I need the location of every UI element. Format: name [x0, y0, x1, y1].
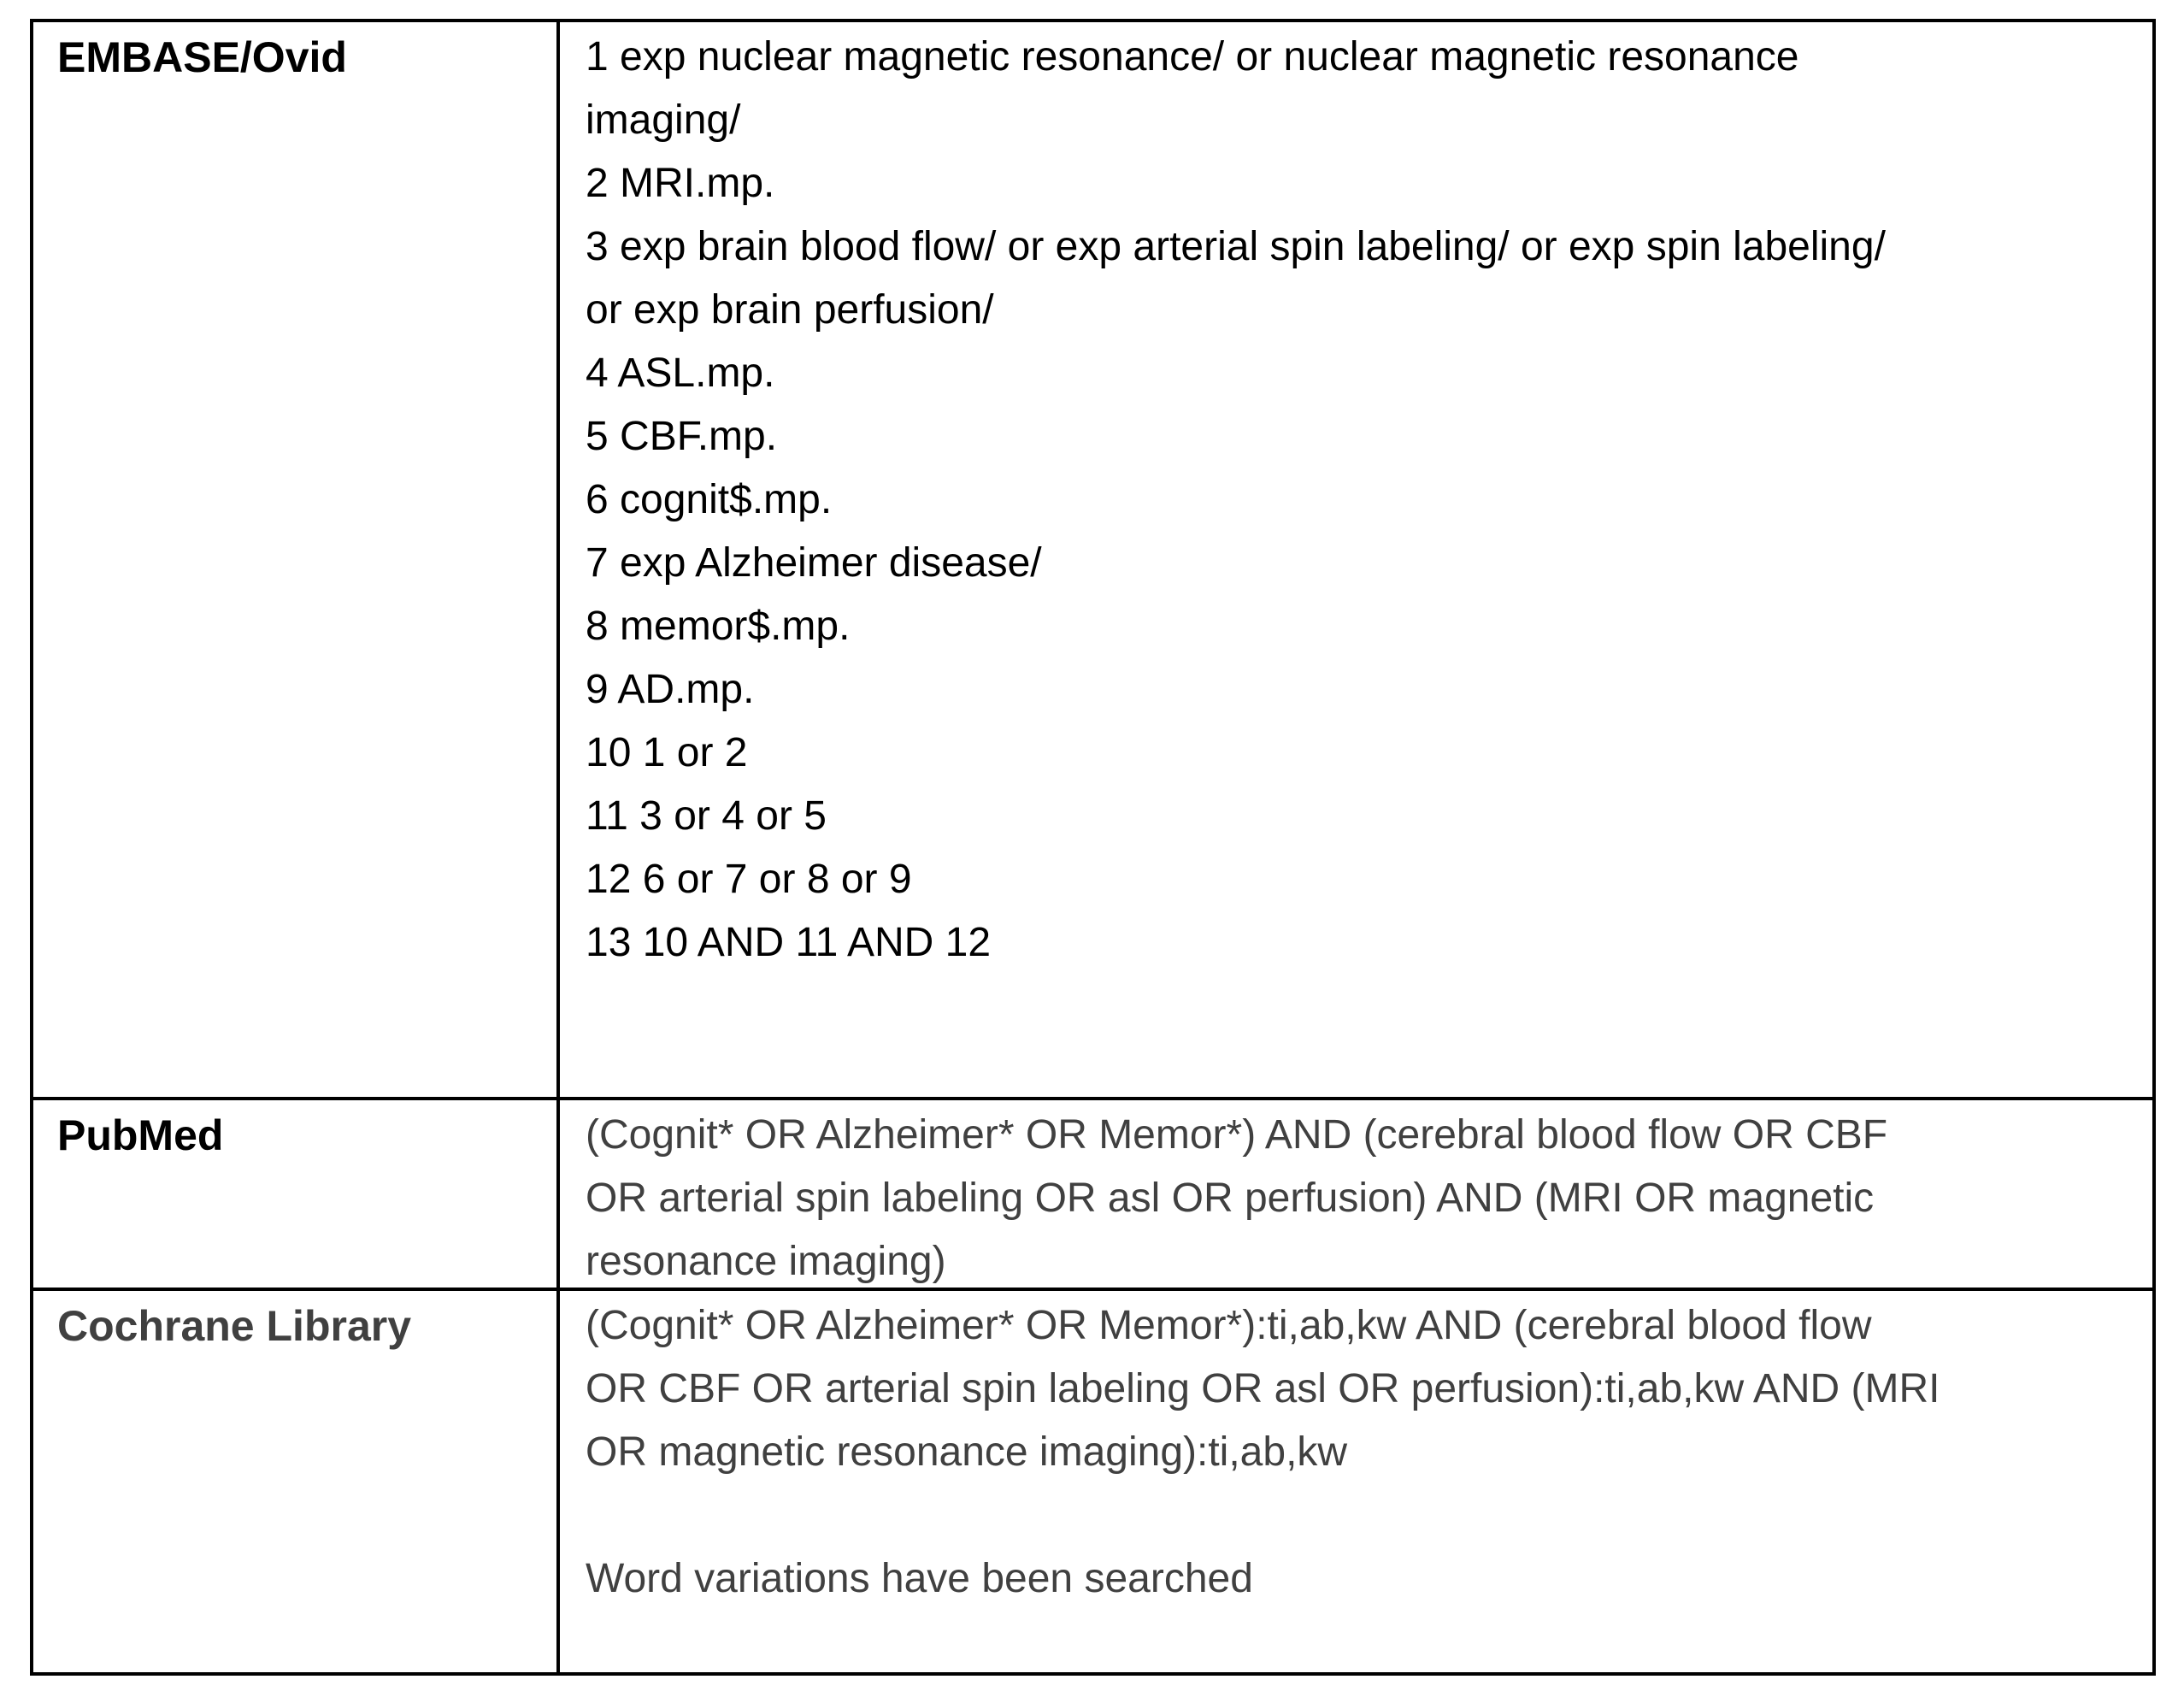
search-line: 1 exp nuclear magnetic resonance/ or nuclear magnetic resonance — [586, 34, 1799, 80]
search-line: 11 3 or 4 or 5 — [586, 793, 827, 839]
search-terms — [560, 22, 2152, 1097]
search-line: resonance imaging) — [586, 1239, 946, 1284]
search-line: 6 cognit$.mp. — [586, 477, 833, 522]
search-line: 9 AD.mp. — [586, 667, 755, 712]
database-name: Cochrane Library — [33, 1291, 560, 1672]
search-line: 4 ASL.mp. — [586, 351, 775, 396]
search-line: OR magnetic resonance imaging):ti,ab,kw — [586, 1429, 1348, 1475]
search-line: OR CBF OR arterial spin labeling OR asl OR perfusion):ti,ab,kw AND (MRI — [586, 1366, 1940, 1411]
search-line — [586, 1484, 2152, 1547]
search-line: 8 memor$.mp. — [586, 604, 851, 649]
search-line: OR arterial spin labeling OR asl OR perfusion) AND (MRI OR magnetic — [586, 1176, 1875, 1221]
search-line: 7 exp Alzheimer disease/ — [586, 540, 1042, 586]
search-line: 5 CBF.mp. — [586, 414, 778, 459]
table-row-pubmed — [33, 1100, 2152, 1291]
search-strategy-table — [30, 19, 2156, 1676]
search-line: 3 exp brain blood flow/ or exp arterial spin labeling/ or exp spin labeling/ — [586, 224, 1886, 269]
search-line: (Cognit* OR Alzheimer* OR Memor*):ti,ab,kw AND (cerebral blood flow — [586, 1303, 1872, 1348]
database-name: PubMed — [33, 1100, 560, 1288]
search-terms — [560, 1291, 2152, 1672]
database-name: EMBASE/Ovid — [33, 22, 560, 1097]
search-line: 2 MRI.mp. — [586, 161, 775, 206]
table-row-embase — [33, 22, 2152, 1100]
search-line: 13 10 AND 11 AND 12 — [586, 920, 992, 965]
search-line: 12 6 or 7 or 8 or 9 — [586, 857, 912, 902]
search-terms — [560, 1100, 2152, 1288]
search-line: imaging/ — [586, 97, 741, 143]
search-line: Word variations have been searched — [586, 1556, 1253, 1601]
search-line: or exp brain perfusion/ — [586, 287, 994, 333]
table-row-cochrane — [33, 1291, 2152, 1672]
search-line: (Cognit* OR Alzheimer* OR Memor*) AND (cerebral blood flow OR CBF — [586, 1112, 1888, 1158]
search-line: 10 1 or 2 — [586, 730, 748, 775]
